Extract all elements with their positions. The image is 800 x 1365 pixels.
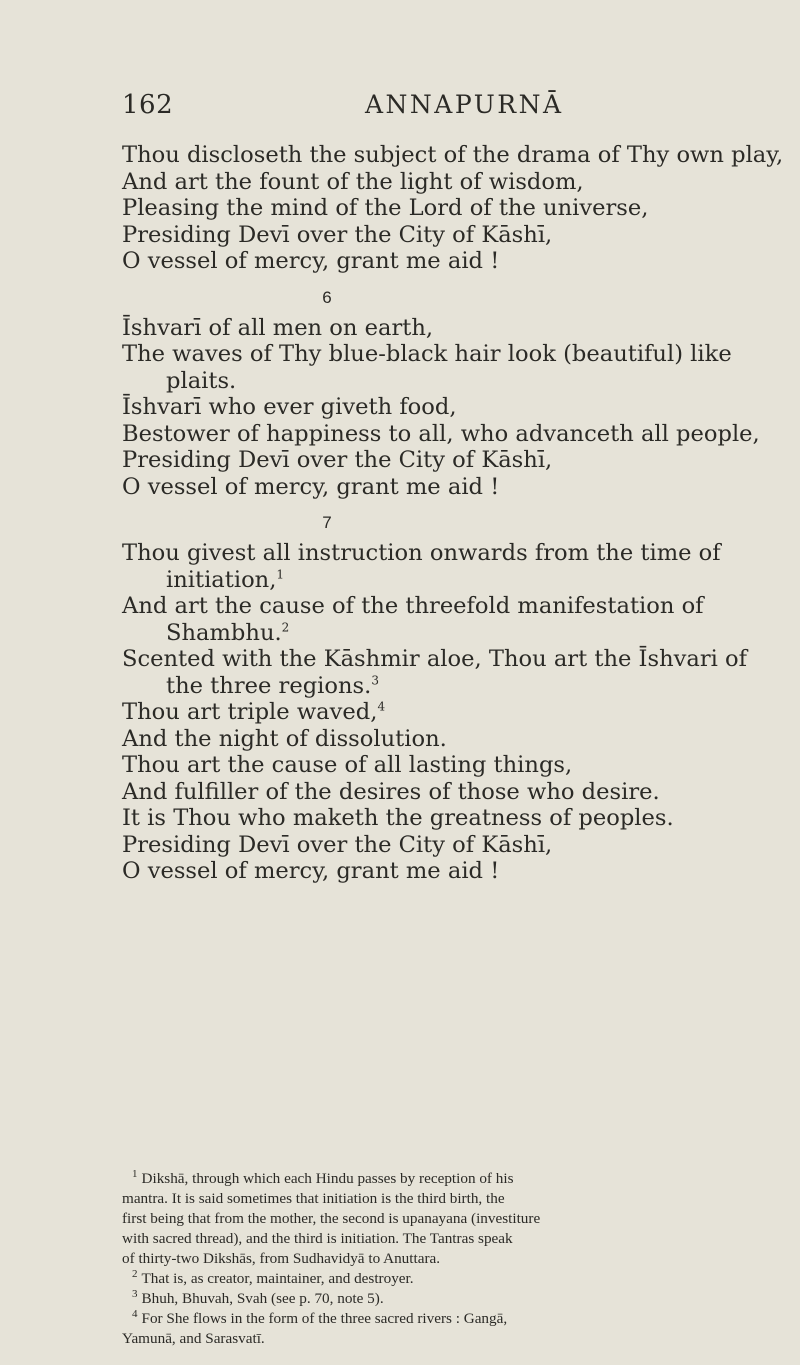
footnote-line: Yamunā, and Sarasvatī.	[122, 1330, 265, 1347]
verse-line: O vessel of mercy, grant me aid !	[122, 473, 500, 500]
verse-line: Pleasing the mind of the Lord of the universe,	[122, 195, 649, 221]
footnote-marker: 2	[281, 619, 290, 634]
verse-line: It is Thou who maketh the greatness of peoples.	[122, 805, 674, 831]
verse-line-text: initiation,	[166, 566, 277, 593]
footnote-2	[122, 1269, 762, 1289]
verses	[122, 142, 784, 895]
page-header	[0, 90, 800, 120]
footnote-line: first being that from the mother, the second is upanayana (investiture	[122, 1210, 541, 1227]
stanza-7	[122, 540, 762, 885]
footnote-line: of thirty-two Dikshās, from Sudhavidyā to Anuttara.	[122, 1250, 441, 1267]
footnote-number: 1	[132, 1167, 138, 1180]
verse-line-text: Shambhu.	[166, 619, 282, 646]
stanza-6	[122, 315, 762, 501]
footnote-text: Bhuh, Bhuvah, Svah (see p. 70, note 5).	[141, 1290, 384, 1307]
verse-line-text: the three regions.	[166, 672, 372, 699]
verse-line: And fulfiller of the desires of those who desire.	[122, 778, 660, 805]
footnote-text: Dikshā, through which each Hindu passes by reception of his	[141, 1170, 514, 1187]
stanza-number: 6	[322, 287, 332, 307]
verse-line	[122, 567, 762, 594]
footnote-text: For She flows in the form of the three sacred rivers : Gangā,	[141, 1310, 508, 1327]
verse-line: Bestower of happiness to all, who advanceth all people,	[122, 420, 760, 447]
verse-line: Scented with the Kāshmir aloe, Thou art the Īshvari of	[122, 646, 748, 672]
footnote-line	[122, 1289, 762, 1309]
footnote-line	[122, 1169, 762, 1189]
footnotes	[122, 1169, 762, 1349]
stanza-number: 7	[322, 513, 332, 532]
footnote-number: 4	[132, 1307, 138, 1320]
verse-line: O vessel of mercy, grant me aid !	[122, 248, 500, 274]
footnote-3	[122, 1289, 762, 1309]
verse-line: And art the cause of the threefold manifestation of	[122, 593, 704, 619]
running-title: ANNAPURNĀ	[365, 90, 564, 119]
footnote-line	[122, 1269, 762, 1289]
footnote-number: 2	[132, 1267, 138, 1280]
footnote-text: That is, as creator, maintainer, and destroyer.	[141, 1270, 414, 1287]
page-number: 162	[122, 90, 174, 120]
verse-line: Īshvarī who ever giveth food,	[122, 394, 457, 420]
verse-line	[122, 673, 762, 700]
verse-line-text: Thou art triple waved,	[122, 699, 378, 725]
verse-line: And art the fount of the light of wisdom,	[122, 168, 584, 195]
verse-line: Presiding Devī over the City of Kāshī,	[122, 831, 553, 858]
verse-line: Presiding Devī over the City of Kāshī,	[122, 221, 553, 248]
footnote-marker: 1	[276, 566, 285, 581]
verse-line	[122, 620, 762, 647]
verse-line: Thou givest all instruction onwards from the time of	[122, 540, 721, 566]
verse-line: And the night of dissolution.	[122, 725, 447, 752]
footnote-marker: 3	[371, 672, 379, 687]
verse-line	[122, 699, 762, 726]
footnote-line	[122, 1309, 762, 1329]
verse-line: O vessel of mercy, grant me aid !	[122, 858, 500, 884]
verse-line: Thou discloseth the subject of the drama of Thy own play,	[122, 142, 784, 168]
footnote-1	[122, 1169, 762, 1269]
verse-line: The waves of Thy blue-black hair look (beautiful) like	[122, 341, 732, 367]
footnote-marker: 4	[377, 699, 386, 714]
stanza-5-continued	[122, 142, 784, 275]
verse-line: plaits.	[166, 367, 237, 394]
footnote-line: mantra. It is said sometimes that initiation is the third birth, the	[122, 1190, 505, 1207]
verse-line: Thou art the cause of all lasting things,	[122, 752, 573, 778]
footnote-4	[122, 1309, 762, 1349]
footnote-number: 3	[132, 1287, 138, 1300]
verse-line: Īshvarī of all men on earth,	[122, 314, 434, 341]
verse-line: Presiding Devī over the City of Kāshī,	[122, 447, 553, 473]
footnote-line: with sacred thread), and the third is initiation. The Tantras speak	[122, 1230, 513, 1247]
